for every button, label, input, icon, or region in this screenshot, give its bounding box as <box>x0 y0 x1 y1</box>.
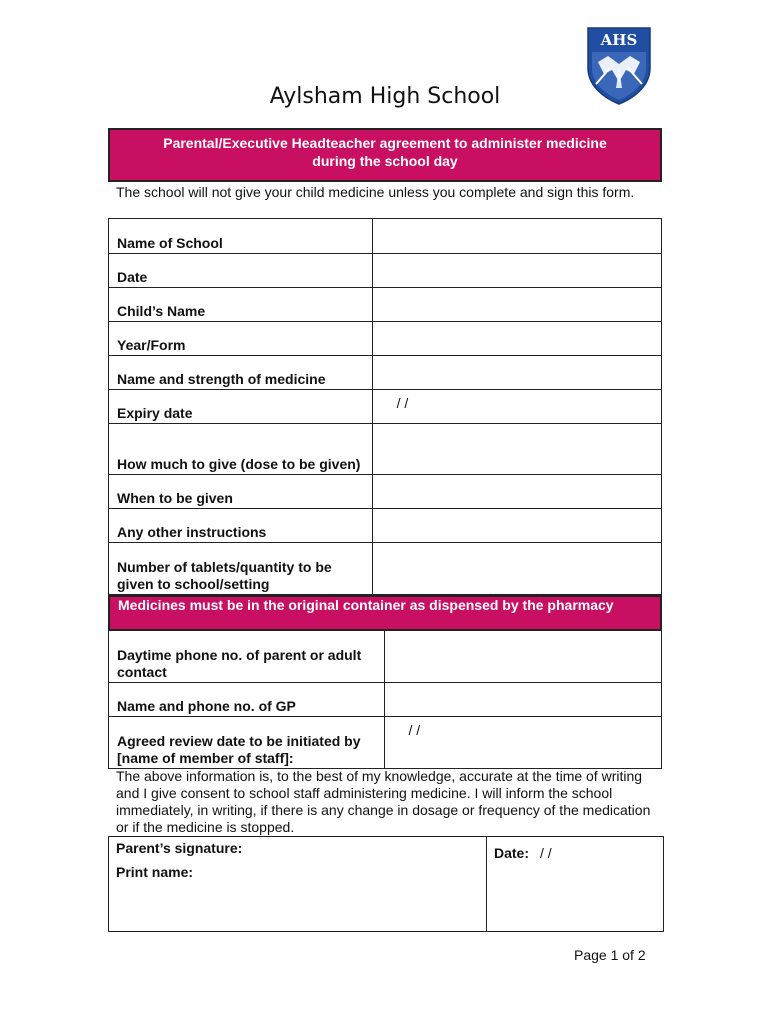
table-row <box>109 424 662 475</box>
expiry-date-field[interactable]: / / <box>372 390 661 424</box>
table-row <box>109 543 662 595</box>
table-row <box>109 254 662 288</box>
year-form-field[interactable] <box>372 322 661 356</box>
field-label: Name of School <box>109 219 373 254</box>
medicine-details-table <box>108 218 662 595</box>
signature-label: Parent’s signature: <box>116 840 243 856</box>
table-row <box>109 390 662 424</box>
field-label: Child’s Name <box>109 288 373 322</box>
table-row <box>109 356 662 390</box>
school-crest-logo <box>584 24 654 106</box>
page-number: Page 1 of 2 <box>574 947 646 963</box>
field-label: When to be given <box>109 475 373 509</box>
table-row <box>109 219 662 254</box>
other-instructions-field[interactable] <box>372 509 661 543</box>
table-row <box>109 631 662 683</box>
table-row <box>109 509 662 543</box>
field-label: Number of tablets/quantity to be given to school/setting <box>109 543 373 595</box>
consent-text: The above information is, to the best of my knowledge, accurate at the time of writing and I give consent to school staff administering medicine. I will inform the school immediately, in writing, if there is any change in dosage or frequency of the medication or if the medicine is stopped. <box>116 768 651 835</box>
field-label: Expiry date <box>109 390 373 424</box>
page-title: Aylsham High School <box>269 84 501 109</box>
form-heading-line2: during the school day <box>312 153 458 169</box>
field-label: Date <box>109 254 373 288</box>
child-name-field[interactable] <box>372 288 661 322</box>
field-label: How much to give (dose to be given) <box>109 424 373 475</box>
table-row <box>109 717 662 769</box>
contact-details-table <box>108 630 662 769</box>
container-notice: Medicines must be in the original container as dispensed by the pharmacy <box>108 595 662 631</box>
form-heading <box>108 128 662 182</box>
signature-date-field[interactable]: / / <box>540 845 552 861</box>
school-name-field[interactable] <box>372 219 661 254</box>
review-date-field[interactable]: / / <box>384 717 661 769</box>
table-row <box>109 322 662 356</box>
crest-text: AHS <box>600 31 638 49</box>
table-row <box>109 475 662 509</box>
dose-field[interactable] <box>372 424 661 475</box>
field-label: Name and phone no. of GP <box>109 683 385 717</box>
table-row <box>109 683 662 717</box>
field-label: Year/Form <box>109 322 373 356</box>
signature-divider <box>486 836 487 932</box>
field-label: Daytime phone no. of parent or adult contact <box>109 631 385 683</box>
medicine-strength-field[interactable] <box>372 356 661 390</box>
intro-text: The school will not give your child medicine unless you complete and sign this form. <box>116 184 635 200</box>
print-name-label: Print name: <box>116 864 194 880</box>
parent-phone-field[interactable] <box>384 631 661 683</box>
gp-phone-field[interactable] <box>384 683 661 717</box>
field-label: Agreed review date to be initiated by [name of member of staff]: <box>109 717 385 769</box>
table-row <box>109 288 662 322</box>
date-label: Date: <box>494 845 530 861</box>
date-field[interactable] <box>372 254 661 288</box>
when-given-field[interactable] <box>372 475 661 509</box>
field-label: Name and strength of medicine <box>109 356 373 390</box>
field-label: Any other instructions <box>109 509 373 543</box>
quantity-field[interactable] <box>372 543 661 595</box>
form-heading-line1: Parental/Executive Headteacher agreement to administer medicine <box>163 135 607 151</box>
